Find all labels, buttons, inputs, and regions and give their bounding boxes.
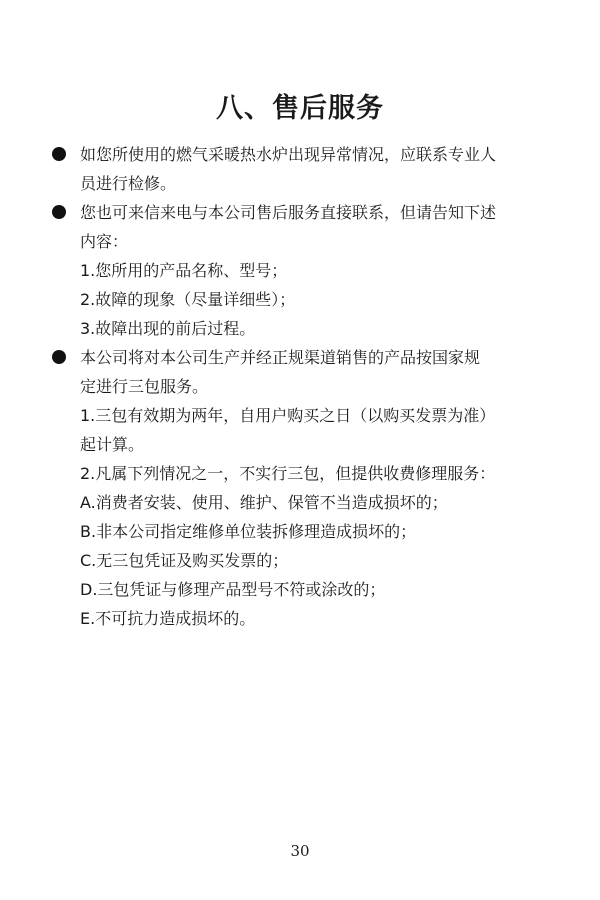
list-item: 1.您所用的产品名称、型号；: [80, 261, 288, 280]
list-item: D.三包凭证与修理产品型号不符或涂改的；: [80, 580, 386, 599]
list-item: A.消费者安装、使用、维护、保管不当造成损坏的；: [80, 493, 448, 512]
bullet-dot-icon: [52, 205, 66, 219]
bullet-2-line-1: 您也可来信来电与本公司售后服务直接联系，但请告知下述: [80, 203, 497, 222]
list-item: 2.凡属下列情况之一，不实行三包，但提供收费修理服务：: [80, 464, 496, 483]
bullet-3-line-2: 定进行三包服务。: [80, 377, 209, 396]
bullet-dot-icon: [52, 147, 66, 161]
bullet-1-line-2: 员进行检修。: [80, 174, 177, 193]
page-number: 30: [290, 842, 310, 860]
bullet-1-line-1: 如您所使用的燃气采暖热水炉出现异常情况，应联系专业人: [80, 145, 497, 164]
bullet-3: [52, 343, 552, 401]
list-item: 起计算。: [80, 435, 145, 454]
section-title: 八、售后服务: [216, 93, 384, 124]
bullet-1: [52, 140, 552, 198]
bullet-2-line-2: 内容：: [80, 232, 129, 251]
list-item: B.非本公司指定维修单位装拆修理造成损坏的；: [80, 522, 417, 541]
content-body: [52, 140, 552, 633]
list-item: 2.故障的现象（尽量详细些）；: [80, 290, 296, 309]
bullet-2: [52, 198, 552, 256]
bullet-3-line-1: 本公司将对本公司生产并经正规渠道销售的产品按国家规: [80, 348, 481, 367]
list-item: 1.三包有效期为两年，自用户购买之日（以购买发票为准）: [80, 406, 496, 425]
list-item: 3.故障出现的前后过程。: [80, 319, 256, 338]
bullet-dot-icon: [52, 350, 66, 364]
list-item: E.不可抗力造成损坏的。: [80, 609, 256, 628]
list-item: C.无三包凭证及购买发票的；: [80, 551, 289, 570]
